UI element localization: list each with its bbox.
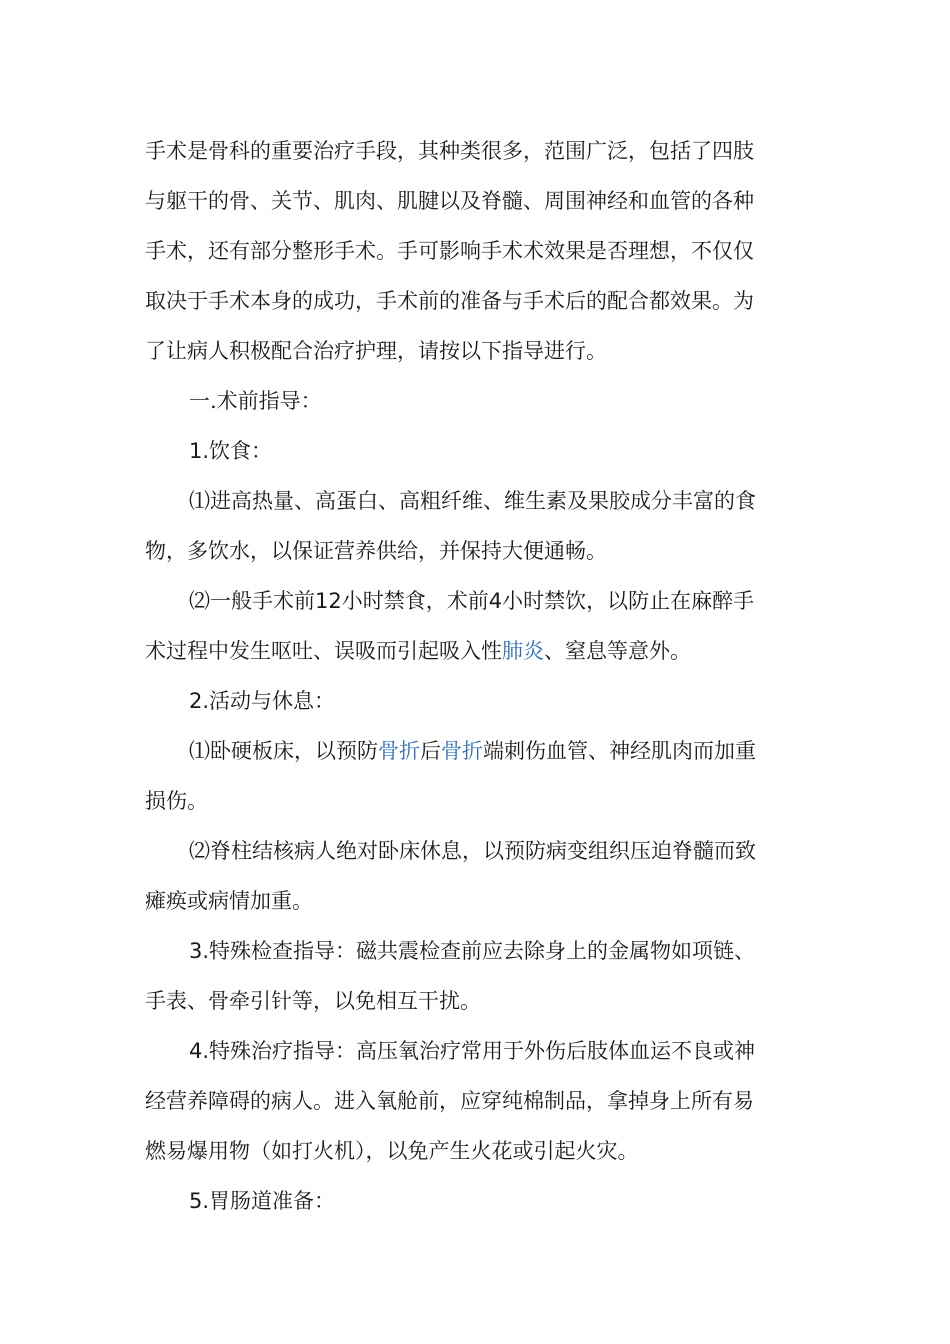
therapy-line-2: 经营养障碍的病人。进入氧舱前，应穿纯棉制品，拿掉身上所有易 [145,1089,754,1113]
exam-heading-number: 3. [189,939,210,963]
pneumonia-link[interactable]: 肺炎 [502,639,544,663]
exam-line-1-text: 特殊检查指导：磁共震检查前应去除身上的金属物如项链、 [209,939,756,963]
activity-item-2-line-2: 瘫痪或病情加重。 [145,889,313,913]
diet-heading-number: 1. [189,439,210,463]
therapy-heading-number: 4. [189,1039,210,1063]
intro-line-4: 取决于手术本身的成功，手术前的准备与手术后的配合都效果。为 [145,289,754,313]
activity-item-1-line-2: 损伤。 [145,789,208,813]
therapy-line-1-text: 特殊治疗指导：高压氧治疗常用于外伤后肢体血运不良或神 [209,1039,756,1063]
gi-heading-text: 胃肠道准备： [209,1189,336,1213]
diet-item-2-text-a: ⑵一般手术前 [189,589,315,613]
therapy-line-3: 燃易爆用物（如打火机），以免产生火花或引起火灾。 [145,1139,639,1163]
activity-heading [145,676,810,726]
section-title-preop: 一.术前指导： [189,389,322,413]
diet-item-1-line-2: 物，多饮水，以保证营养供给，并保持大便通畅。 [145,539,607,563]
diet-item-2-number-2: 4 [488,589,503,613]
document-page [145,126,810,1226]
activity-item-1-line-1 [145,726,810,776]
diet-item-2-line-2 [145,626,810,676]
intro-line-3: 手术，还有部分整形手术。手可影响手术术效果是否理想，不仅仅 [145,239,754,263]
intro-line-2: 与躯干的骨、关节、肌肉、肌腱以及脊髓、周围神经和血管的各种 [145,189,754,213]
activity-item-1-text-c: 端刺伤血管、神经肌肉而加重 [483,739,756,763]
diet-heading [145,426,810,476]
fracture-link-2[interactable]: 骨折 [441,739,483,763]
diet-item-2-number-1: 12 [315,589,342,613]
intro-line-1: 手术是骨科的重要治疗手段，其种类很多，范围广泛，包括了四肢 [145,139,754,163]
gi-heading [145,1176,810,1226]
activity-item-2-line-1: ⑵脊柱结核病人绝对卧床休息，以预防病变组织压迫脊髓而致 [189,839,756,863]
diet-heading-text: 饮食： [209,439,273,463]
intro-line-5: 了让病人积极配合治疗护理，请按以下指导进行。 [145,339,607,363]
diet-item-2-line-1 [145,576,810,626]
fracture-link-1[interactable]: 骨折 [378,739,420,763]
diet-item-2-text-c: 小时禁饮，以防止在麻醉手 [502,589,755,613]
therapy-line-1 [145,1026,810,1076]
diet-item-2-line-2-text-a: 术过程中发生呕吐、误吸而引起吸入性 [145,639,502,663]
activity-item-1-text-a: ⑴卧硬板床，以预防 [189,739,378,763]
exam-line-1 [145,926,810,976]
gi-heading-number: 5. [189,1189,210,1213]
activity-item-1-text-b: 后 [420,739,441,763]
exam-line-2: 手表、骨牵引针等，以免相互干扰。 [145,989,481,1013]
diet-item-1-line-1: ⑴进高热量、高蛋白、高粗纤维、维生素及果胶成分丰富的食 [189,489,756,513]
diet-item-2-line-2-text-b: 、窒息等意外。 [544,639,691,663]
activity-heading-text: 活动与休息： [209,689,336,713]
diet-item-2-text-b: 小时禁食，术前 [341,589,489,613]
activity-heading-number: 2. [189,689,210,713]
